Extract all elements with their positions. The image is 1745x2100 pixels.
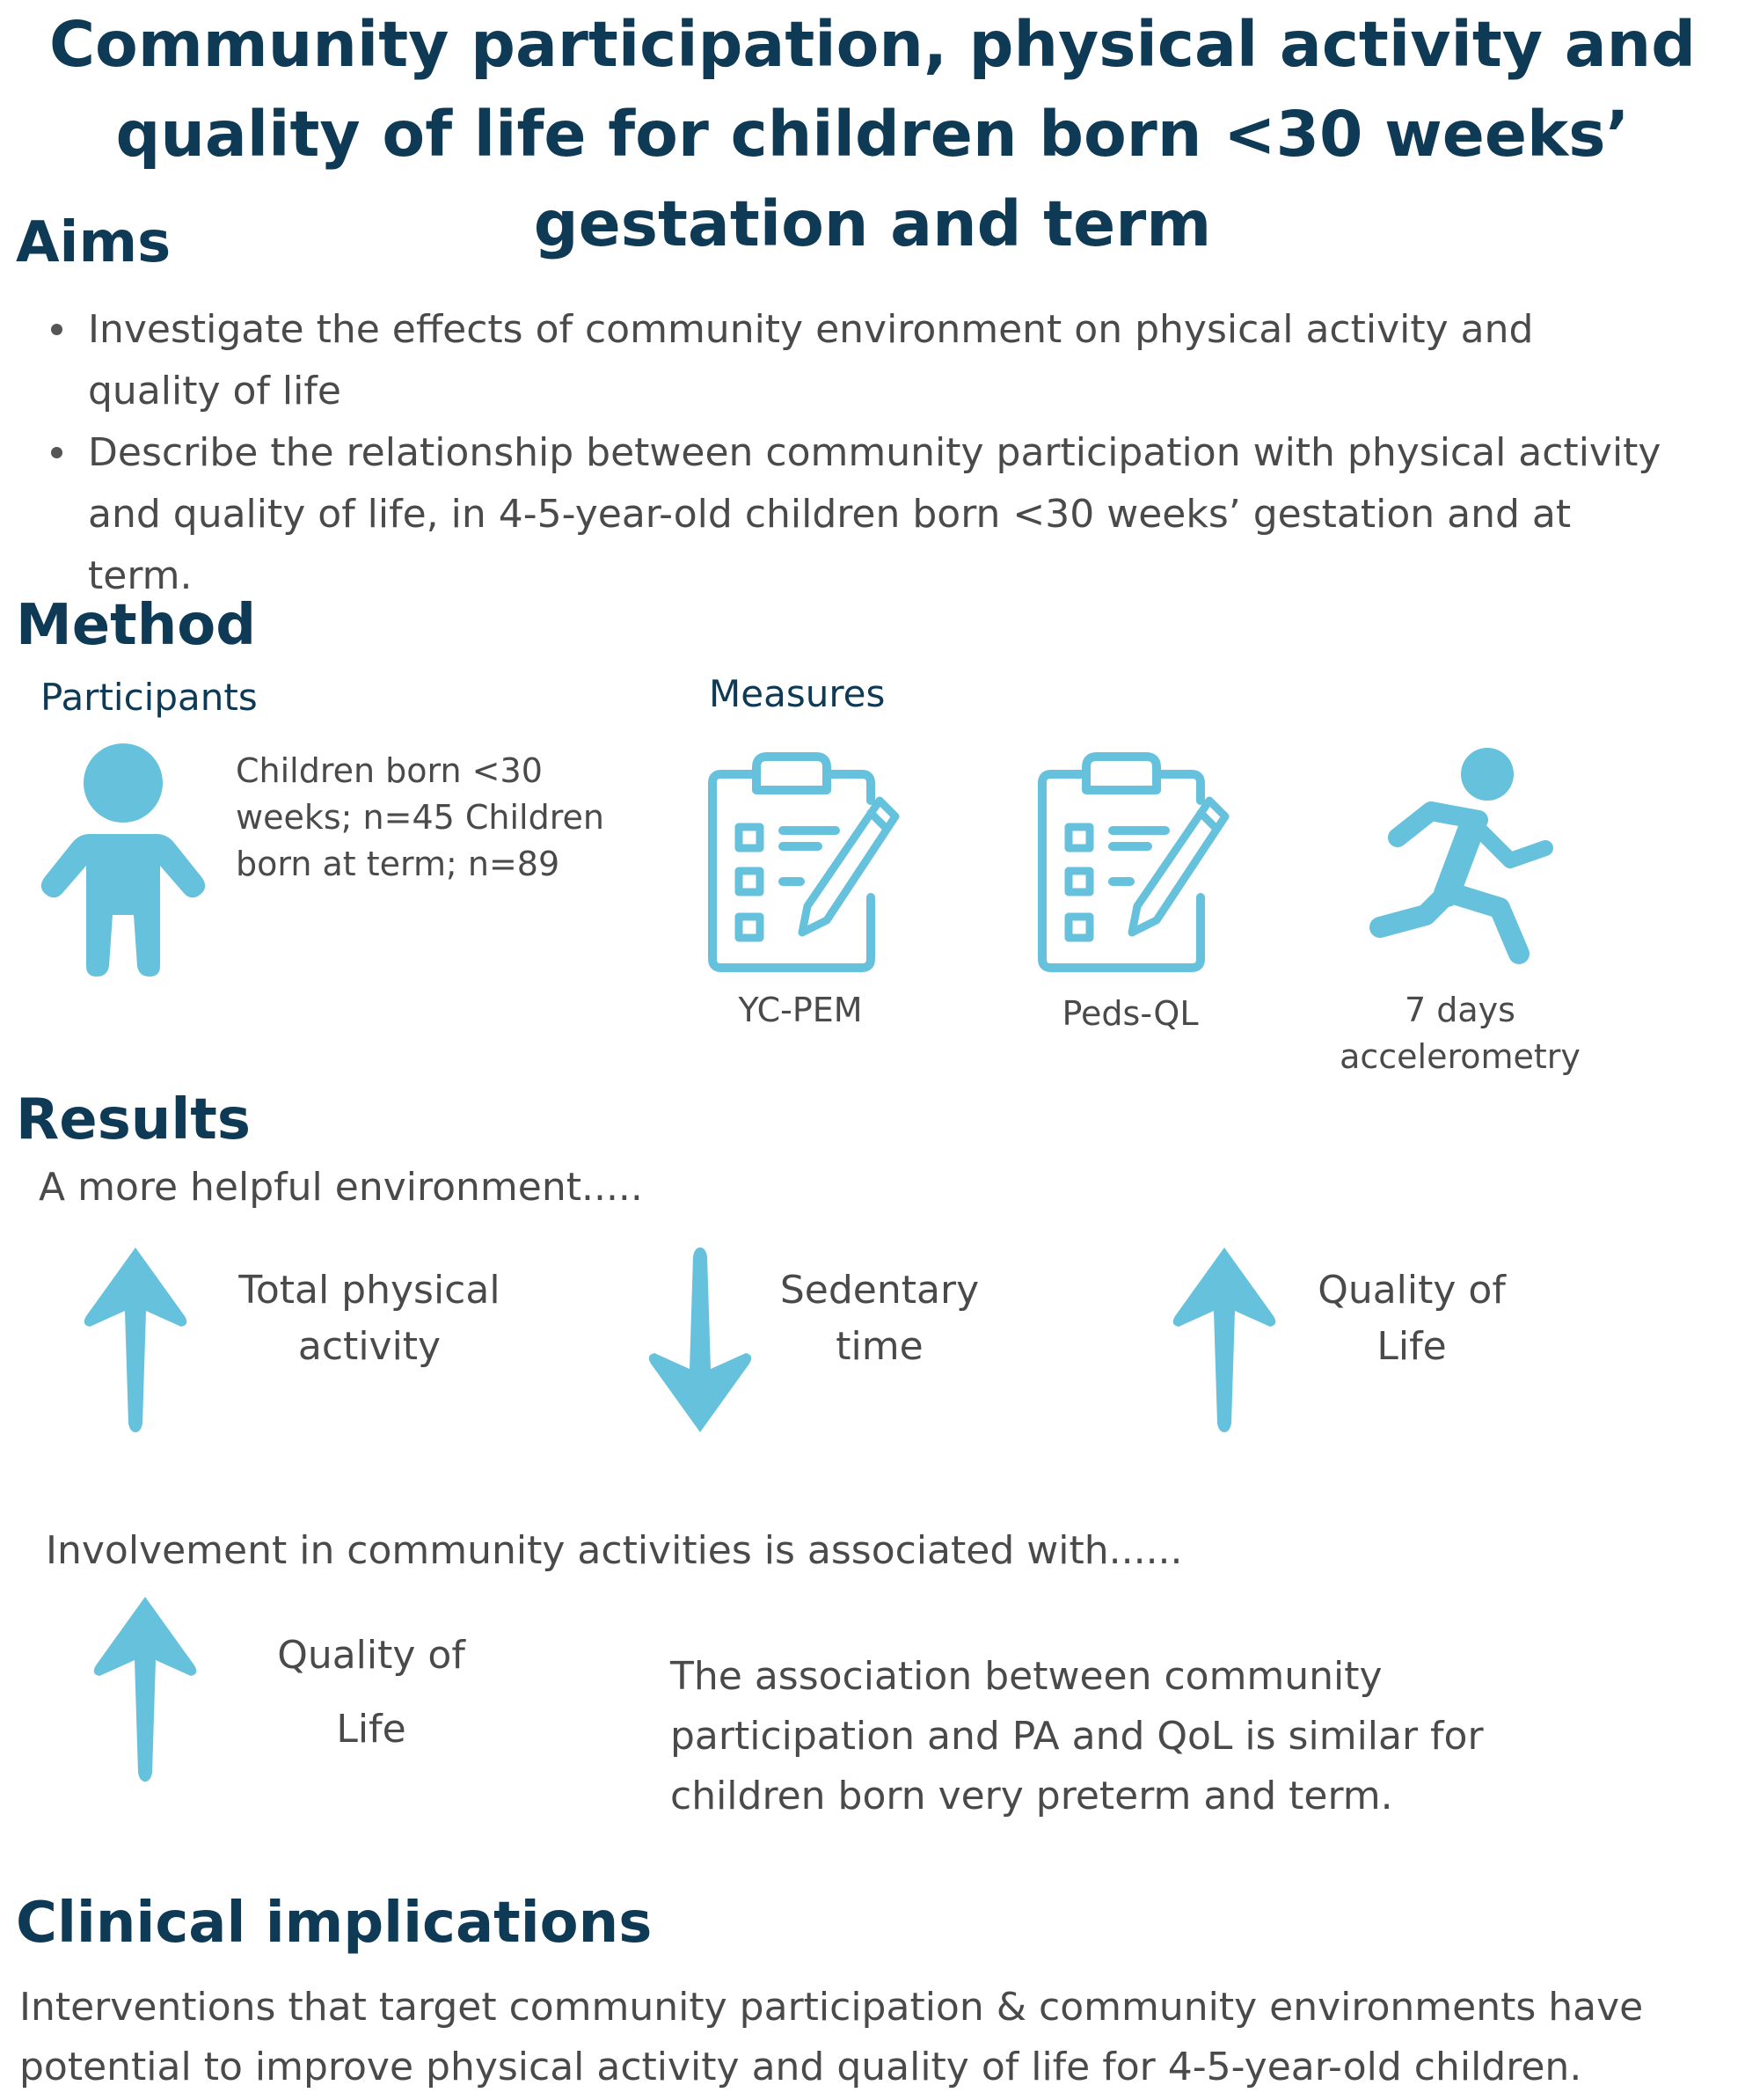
arrow-down-icon <box>646 1248 755 1432</box>
arrow-up-icon <box>81 1248 190 1432</box>
child-icon <box>35 739 211 977</box>
measure-label: 7 days accelerometry <box>1340 991 1581 1076</box>
results-heading: Results <box>16 1087 251 1152</box>
association-note: The association between community participation and PA and QoL is similar for children born very preterm and term. <box>670 1654 1484 1818</box>
page-title: Community participation, physical activity and quality of life for children born <30 weeks’ gestation and term <box>48 8 1697 260</box>
effect-label: Total physical activity <box>238 1268 500 1369</box>
environment-lead: A more helpful environment..... <box>39 1165 643 1210</box>
clipboard-checklist-icon <box>704 748 915 977</box>
measure-label: YC-PEM <box>738 991 863 1029</box>
method-heading: Method <box>16 593 257 658</box>
effect-label: Sedentary time <box>779 1268 980 1369</box>
aims-list <box>18 299 1671 607</box>
aims-heading: Aims <box>16 210 172 275</box>
running-person-icon <box>1368 746 1561 966</box>
effect-label: Quality of Life <box>1318 1268 1506 1369</box>
clinical-text: Interventions that target community participation & community environments have potential to improve physical activity and quality of life for 4-5-year-old children. <box>19 1985 1644 2089</box>
participants-text: Children born <30 weeks; n=45 Children born at term; n=89 <box>236 751 604 883</box>
arrow-up-icon <box>1170 1248 1279 1432</box>
involvement-lead: Involvement in community activities is associated with...... <box>46 1528 1183 1573</box>
measure-label: Peds-QL <box>1062 994 1199 1033</box>
measures-heading: Measures <box>709 672 886 715</box>
arrow-up-icon <box>91 1597 200 1782</box>
participants-heading: Participants <box>40 676 258 719</box>
effect-label: Quality of Life <box>277 1633 465 1752</box>
aims-item: Investigate the effects of community environment on physical activity and quality of life <box>18 299 1671 422</box>
clipboard-checklist-icon <box>1033 748 1245 977</box>
clinical-heading: Clinical implications <box>16 1891 653 1956</box>
aims-item: Describe the relationship between community participation with physical activity and quality of life, in 4-5-year-old children born <30 weeks’ gestation and at term. <box>18 422 1671 607</box>
